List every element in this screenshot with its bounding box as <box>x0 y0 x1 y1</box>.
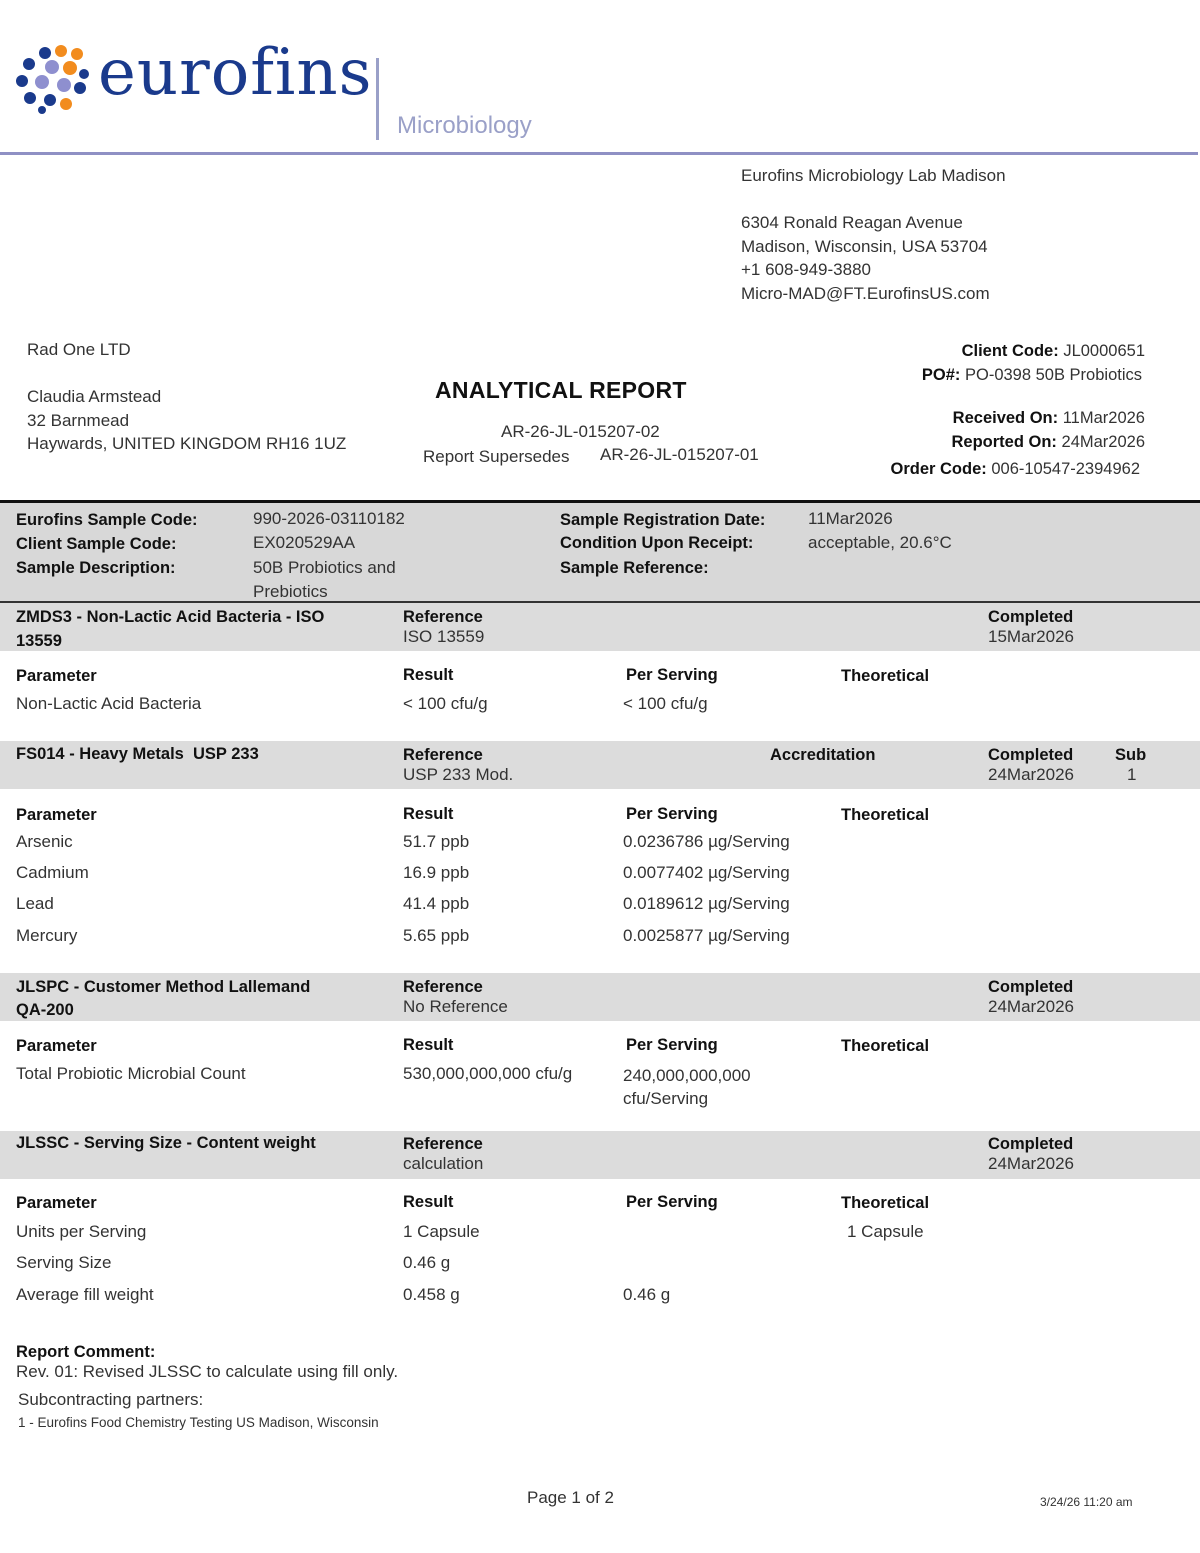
client-city: Haywards, UNITED KINGDOM RH16 1UZ <box>27 434 347 453</box>
column-per-serving: Per Serving <box>626 666 718 684</box>
parameter-name: Arsenic <box>16 832 73 851</box>
test-name-zmds3-line1: ZMDS3 - Non-Lactic Acid Bacteria - ISO <box>16 608 325 626</box>
reported-label: Reported On: <box>951 433 1057 451</box>
sub-label: Sub <box>1115 746 1147 764</box>
header-rule <box>0 152 1198 155</box>
column-result: Result <box>403 805 454 823</box>
client-sample-code-label: Client Sample Code: <box>16 535 177 553</box>
result-value: < 100 cfu/g <box>403 694 488 713</box>
client-code-value: JL0000651 <box>1063 342 1145 360</box>
parameter-name: Total Probiotic Microbial Count <box>16 1064 246 1083</box>
registration-date-label: Sample Registration Date: <box>560 511 766 529</box>
test-name-jlspc-line1: JLSPC - Customer Method Lallemand <box>16 978 311 996</box>
parameter-name: Average fill weight <box>16 1285 154 1304</box>
result-value: 530,000,000,000 cfu/g <box>403 1064 573 1083</box>
column-per-serving: Per Serving <box>626 1036 718 1054</box>
reported-on <box>952 433 1146 452</box>
column-theoretical: Theoretical <box>841 1194 930 1212</box>
completed-label: Completed <box>988 1135 1074 1153</box>
column-result: Result <box>403 1036 454 1054</box>
condition-label: Condition Upon Receipt: <box>560 534 754 552</box>
reference-label: Reference <box>403 1135 483 1153</box>
report-supersedes-label: Report Supersedes <box>423 447 570 466</box>
lab-email: Micro-MAD@FT.EurofinsUS.com <box>741 283 990 303</box>
per-serving-value: 0.0236786 µg/Serving <box>623 832 790 851</box>
client-street: 32 Barnmead <box>27 410 130 430</box>
client-sample-code: EX020529AA <box>253 533 356 552</box>
reference-label: Reference <box>403 746 483 764</box>
registration-date: 11Mar2026 <box>808 509 893 528</box>
column-result: Result <box>403 1193 454 1211</box>
per-serving-value: 0.46 g <box>623 1285 671 1304</box>
division-name: Microbiology <box>397 112 532 139</box>
lab-city: Madison, Wisconsin, USA 53704 <box>741 236 988 256</box>
sample-description-label: Sample Description: <box>16 559 176 577</box>
eurofins-logo-mark <box>14 44 90 114</box>
column-per-serving: Per Serving <box>626 1193 718 1211</box>
result-value: 41.4 ppb <box>403 894 470 913</box>
client-code-label: Client Code: <box>961 342 1059 360</box>
parameter-name: Lead <box>16 894 54 913</box>
order-code <box>891 460 1141 479</box>
completed-date: 24Mar2026 <box>988 765 1075 784</box>
completed-date: 24Mar2026 <box>988 997 1075 1016</box>
order-label: Order Code: <box>890 460 987 478</box>
theoretical-value: 1 Capsule <box>847 1222 924 1241</box>
report-comment-label: Report Comment: <box>16 1343 156 1361</box>
column-parameter: Parameter <box>16 1037 97 1055</box>
po-number <box>922 366 1142 385</box>
test-name-jlssc: JLSSC - Serving Size - Content weight <box>16 1134 316 1152</box>
parameter-name: Units per Serving <box>16 1222 147 1241</box>
condition-value: acceptable, 20.6°C <box>808 533 952 552</box>
lab-street: 6304 Ronald Reagan Avenue <box>741 213 963 232</box>
lab-address <box>741 164 1006 305</box>
test-name-fs014: FS014 - Heavy Metals USP 233 <box>16 745 259 763</box>
logo-divider <box>376 58 379 140</box>
report-title: ANALYTICAL REPORT <box>435 377 687 403</box>
eurofins-sample-code-label: Eurofins Sample Code: <box>16 511 198 529</box>
accreditation-label: Accreditation <box>770 746 876 764</box>
po-label: PO#: <box>921 366 961 384</box>
column-theoretical: Theoretical <box>841 1037 930 1055</box>
result-value: 5.65 ppb <box>403 926 470 945</box>
page-number: Page 1 of 2 <box>527 1488 614 1507</box>
received-on <box>953 409 1145 428</box>
completed-date: 15Mar2026 <box>988 627 1075 646</box>
result-value: 1 Capsule <box>403 1222 480 1241</box>
per-serving-value: 0.0077402 µg/Serving <box>623 863 790 882</box>
test-name-jlspc-line2: QA-200 <box>16 1001 74 1019</box>
result-value: 0.458 g <box>403 1285 460 1304</box>
test-name-zmds3-line2: 13559 <box>16 632 62 650</box>
completed-label: Completed <box>988 978 1074 996</box>
po-value: PO-0398 50B Probiotics <box>964 366 1142 384</box>
client-code <box>962 342 1145 361</box>
report-comment-text: Rev. 01: Revised JLSSC to calculate using fill only. <box>16 1362 399 1381</box>
per-serving-value-line1: 240,000,000,000 <box>623 1066 751 1085</box>
column-theoretical: Theoretical <box>841 806 930 824</box>
column-parameter: Parameter <box>16 1194 97 1212</box>
parameter-name: Mercury <box>16 926 78 945</box>
eurofins-sample-code: 990-2026-03110182 <box>253 509 405 528</box>
column-theoretical: Theoretical <box>841 667 930 685</box>
lab-name: Eurofins Microbiology Lab Madison <box>741 166 1006 185</box>
client-contact: Claudia Armstead <box>27 387 162 406</box>
column-parameter: Parameter <box>16 667 97 685</box>
client-company: Rad One LTD <box>27 340 131 359</box>
completed-label: Completed <box>988 746 1074 764</box>
per-serving-value: 0.0025877 µg/Serving <box>623 926 790 945</box>
reference-value: No Reference <box>403 997 508 1016</box>
report-number: AR-26-JL-015207-02 <box>501 422 660 441</box>
reference-label: Reference <box>403 978 483 996</box>
parameter-name: Non-Lactic Acid Bacteria <box>16 694 202 713</box>
result-value: 16.9 ppb <box>403 863 470 882</box>
sub-value: 1 <box>1127 765 1137 784</box>
result-value: 0.46 g <box>403 1253 451 1272</box>
sample-description-line1: 50B Probiotics and <box>253 558 396 577</box>
lab-phone: +1 608-949-3880 <box>741 260 871 279</box>
parameter-name: Serving Size <box>16 1253 112 1272</box>
per-serving-value-line2: cfu/Serving <box>623 1089 709 1108</box>
per-serving-value: 0.0189612 µg/Serving <box>623 894 790 913</box>
report-supersedes-value: AR-26-JL-015207-01 <box>600 445 759 464</box>
result-value: 51.7 ppb <box>403 832 470 851</box>
per-serving-value: < 100 cfu/g <box>623 694 708 713</box>
reference-value: ISO 13559 <box>403 627 485 646</box>
completed-date: 24Mar2026 <box>988 1154 1075 1173</box>
parameter-name: Cadmium <box>16 863 89 882</box>
reference-value: calculation <box>403 1154 484 1173</box>
order-value: 006-10547-2394962 <box>991 460 1140 478</box>
received-label: Received On: <box>952 409 1059 427</box>
subcontracting-partner: 1 - Eurofins Food Chemistry Testing US Madison, Wisconsin <box>18 1415 379 1430</box>
reference-value: USP 233 Mod. <box>403 765 514 784</box>
received-value: 11Mar2026 <box>1062 409 1145 427</box>
eurofins-logo-text: eurofins <box>98 36 373 110</box>
sample-description-line2: Prebiotics <box>253 582 328 601</box>
sample-reference-label: Sample Reference: <box>560 559 709 577</box>
print-timestamp: 3/24/26 11:20 am <box>1040 1495 1133 1509</box>
column-parameter: Parameter <box>16 806 97 824</box>
column-result: Result <box>403 666 454 684</box>
completed-label: Completed <box>988 608 1074 626</box>
subcontracting-label: Subcontracting partners: <box>18 1390 204 1409</box>
column-per-serving: Per Serving <box>626 805 718 823</box>
client-address <box>27 338 346 456</box>
reported-value: 24Mar2026 <box>1061 433 1145 451</box>
reference-label: Reference <box>403 608 483 626</box>
